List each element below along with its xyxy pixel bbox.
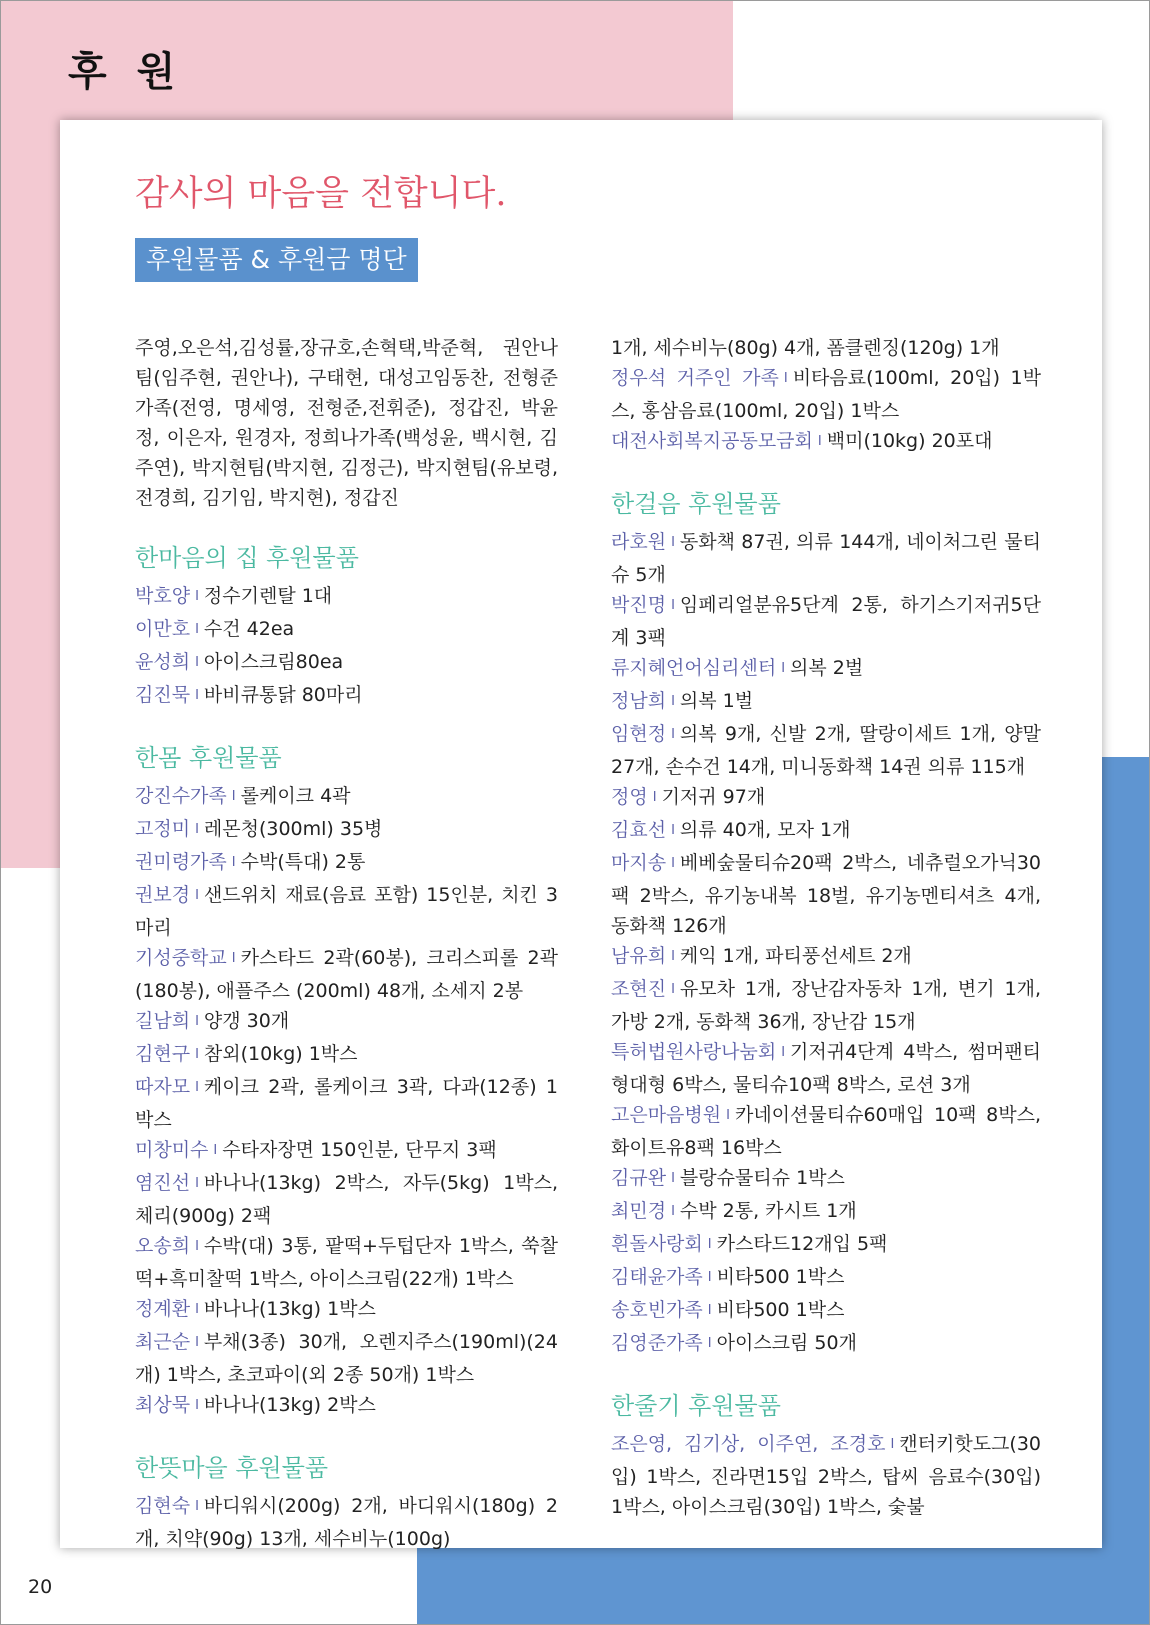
separator-mark: I [195, 1014, 199, 1029]
donation-group-title: 한마음의 집 후원물품 [135, 544, 359, 572]
donor-entry [135, 1491, 558, 1554]
donor-entry [135, 614, 558, 647]
page-heading: 감사의 마음을 전합니다. [135, 174, 507, 214]
page-number: 20 [28, 1576, 53, 1598]
donor-entry [135, 1231, 558, 1294]
separator-mark: I [195, 1302, 199, 1317]
separator-mark: I [726, 1108, 730, 1123]
separator-mark: I [671, 1204, 675, 1219]
donor-name: 박호양 [135, 585, 191, 607]
separator-mark: I [671, 823, 675, 838]
content-card [60, 120, 1102, 1548]
donated-items: 임페리얼분유5단계 2통, 하기스기저귀5단계 3팩 [611, 594, 1041, 649]
donor-entry [611, 1229, 1041, 1262]
donated-items: 의류 40개, 모자 1개 [679, 819, 851, 841]
donor-name: 마지송 [611, 852, 667, 874]
separator-mark: I [707, 1303, 712, 1318]
donor-entry [611, 1100, 1041, 1163]
donated-items: 아이스크림 50개 [716, 1332, 857, 1354]
donated-items: 비타500 1박스 [716, 1266, 845, 1288]
donated-items: 의복 1벌 [679, 690, 754, 712]
donor-entry [135, 1006, 558, 1039]
donated-items: 바나나(13kg) 2박스, 자두(5kg) 1박스, 체리(900g) 2팩 [135, 1172, 558, 1227]
separator-mark: I [781, 661, 786, 676]
donor-entry [611, 1163, 1041, 1196]
donated-items: 부채(3종) 30개, 오렌지주스(190ml)(24개) 1박스, 초코파이(외 2종 50개) 1박스 [135, 1331, 558, 1386]
donor-entry [611, 426, 1041, 459]
donor-name: 김영준가족 [611, 1332, 703, 1354]
donor-entry [611, 1328, 1041, 1361]
separator-mark: I [195, 1398, 199, 1413]
continued-paragraph: 1개, 세수비누(80g) 4개, 폼클렌징(120g) 1개 [611, 337, 1000, 359]
donor-entry [135, 1390, 558, 1423]
donated-items: 수건 42ea [203, 618, 295, 640]
separator-mark: I [671, 856, 675, 871]
separator-mark: I [652, 790, 657, 805]
donation-group-title: 한뜻마을 후원물품 [135, 1454, 329, 1482]
donor-name: 고은마음병원 [611, 1104, 722, 1126]
donated-items: 케익 1개, 파티풍선세트 2개 [679, 945, 912, 967]
donated-items: 샌드위치 재료(음료 포함) 15인분, 치킨 3마리 [135, 884, 558, 939]
donor-name: 김현숙 [135, 1495, 191, 1517]
separator-mark: I [671, 982, 675, 997]
donated-items: 바나나(13kg) 1박스 [203, 1298, 376, 1320]
donated-items: 바비큐통닭 80마리 [203, 684, 363, 706]
separator-mark: I [231, 951, 236, 966]
donor-name: 윤성희 [135, 651, 191, 673]
donor-name: 이만호 [135, 618, 191, 640]
donor-name: 송호빈가족 [611, 1299, 703, 1321]
donor-name: 흰돌사랑회 [611, 1233, 703, 1255]
donated-items: 비타음료(100ml, 20입) 1박스, 홍삼음료(100ml, 20입) 1박스 [611, 367, 1041, 422]
donated-items: 카네이션물티슈60매입 10팩 8박스, 화이트유8팩 16박스 [611, 1104, 1041, 1159]
separator-mark: I [195, 1335, 199, 1350]
donor-name: 김진묵 [135, 684, 191, 706]
donor-name: 남유희 [611, 945, 667, 967]
donated-items: 바디워시(200g) 2개, 바디워시(180g) 2개, 치약(90g) 13개, 세수비누(100g) [135, 1495, 558, 1550]
donor-name: 따자모 [135, 1076, 191, 1098]
donor-name: 최근순 [135, 1331, 191, 1353]
separator-mark: I [195, 688, 199, 703]
separator-mark: I [783, 371, 788, 386]
donor-entry [611, 974, 1041, 1037]
donor-name: 조은영, 김기상, 이주연, 조경호 [611, 1433, 886, 1455]
donated-items: 아이스크림80ea [203, 651, 344, 673]
separator-mark: I [231, 789, 236, 804]
donated-items: 수박(특대) 2통 [240, 851, 366, 873]
separator-mark: I [817, 434, 822, 449]
donor-name: 강진수가족 [135, 785, 227, 807]
donor-name: 박진명 [611, 594, 667, 616]
donor-entry [611, 782, 1041, 815]
donated-items: 의복 9개, 신발 2개, 딸랑이세트 1개, 양말 27개, 손수건 14개, 미니동화책 14권 의류 115개 [611, 723, 1041, 778]
donor-entry [611, 815, 1041, 848]
separator-mark: I [707, 1270, 712, 1285]
separator-mark: I [195, 1047, 199, 1062]
separator-mark: I [195, 622, 199, 637]
separator-mark: I [707, 1336, 712, 1351]
separator-mark: I [195, 888, 199, 903]
separator-mark: I [671, 949, 675, 964]
donated-items: 유모차 1개, 장난감자동차 1개, 변기 1개, 가방 2개, 동화책 36개, 장난감 15개 [611, 978, 1041, 1033]
separator-mark: I [671, 535, 675, 550]
donated-items: 레몬청(300ml) 35병 [203, 818, 383, 840]
separator-mark: I [671, 1171, 675, 1186]
donor-entry [611, 527, 1041, 590]
donated-items: 백미(10kg) 20포대 [826, 430, 993, 452]
separator-mark: I [707, 1237, 712, 1252]
donation-group-title: 한몸 후원물품 [135, 744, 282, 772]
donated-items: 수박(대) 3통, 팥떡+두텁단자 1박스, 쑥찰떡+흑미찰떡 1박스, 아이스크림(22개) 1박스 [135, 1235, 558, 1290]
separator-mark: I [671, 694, 675, 709]
donor-entry [611, 1429, 1041, 1522]
donation-group-title: 한줄기 후원물품 [611, 1392, 781, 1420]
donor-entry [135, 1135, 558, 1168]
donor-name: 길남희 [135, 1010, 191, 1032]
donated-items: 바나나(13kg) 2박스 [203, 1394, 376, 1416]
donor-entry [135, 847, 558, 880]
donor-entry [135, 1072, 558, 1135]
donor-entry [611, 363, 1041, 426]
donor-entry [611, 941, 1041, 974]
donor-name: 정영 [611, 786, 648, 808]
donor-name: 최상묵 [135, 1394, 191, 1416]
donor-entry [611, 719, 1041, 782]
donor-entry [611, 848, 1041, 941]
donor-name: 기성중학교 [135, 947, 227, 969]
donated-items: 롤케이크 4곽 [240, 785, 351, 807]
donor-name: 최민경 [611, 1200, 667, 1222]
donor-name: 오송희 [135, 1235, 191, 1257]
donor-name: 정계환 [135, 1298, 191, 1320]
donor-name: 조현진 [611, 978, 667, 1000]
donated-items: 정수기렌탈 1대 [203, 585, 333, 607]
donor-entry [135, 581, 558, 614]
separator-mark: I [195, 1499, 199, 1514]
donated-items: 의복 2벌 [790, 657, 864, 679]
donor-entry [135, 943, 558, 1006]
donor-entry [611, 686, 1041, 719]
donor-name: 정우석 거주인 가족 [611, 367, 779, 389]
separator-mark: I [890, 1437, 895, 1452]
donated-items: 양갱 30개 [203, 1010, 290, 1032]
donated-items: 기저귀4단계 4박스, 썸머팬티형대형 6박스, 물티슈10팩 8박스, 로션 3개 [611, 1041, 1041, 1096]
donor-entry [135, 1168, 558, 1231]
separator-mark: I [195, 822, 199, 837]
separator-mark: I [195, 1176, 199, 1191]
donor-entry [135, 647, 558, 680]
donated-items: 동화책 87권, 의류 144개, 네이처그린 물티슈 5개 [611, 531, 1041, 586]
donor-name: 김현구 [135, 1043, 191, 1065]
donor-name: 특허법원사랑나눔회 [611, 1041, 777, 1063]
donor-name: 김태윤가족 [611, 1266, 703, 1288]
separator-mark: I [195, 655, 199, 670]
donor-name: 대전사회복지공동모금회 [611, 430, 813, 452]
donor-name: 류지혜언어심리센터 [611, 657, 777, 679]
donor-name: 임현정 [611, 723, 667, 745]
donated-items: 카스타드12개입 5팩 [716, 1233, 888, 1255]
donor-name: 정남희 [611, 690, 667, 712]
donor-entry [611, 590, 1041, 653]
donor-name: 권보경 [135, 884, 191, 906]
donated-items: 수박 2통, 카시트 1개 [679, 1200, 857, 1222]
donated-items: 기저귀 97개 [661, 786, 766, 808]
donor-entry [611, 1037, 1041, 1100]
separator-mark: I [671, 598, 675, 613]
separator-mark: I [195, 1239, 199, 1254]
separator-mark: I [671, 727, 675, 742]
separator-mark: I [231, 855, 236, 870]
donor-entry [135, 1039, 558, 1072]
donor-name: 권미령가족 [135, 851, 227, 873]
separator-mark: I [213, 1143, 218, 1158]
donated-items: 카스타드 2곽(60봉), 크리스피롤 2곽(180봉), 애플주스 (200ml) 48개, 소세지 2봉 [135, 947, 558, 1002]
intro-paragraph: 주영,오은석,김성률,장규호,손혁택,박준혁, 권안나팀(임주현, 권안나), 구태현, 대성고임동찬, 전형준가족(전영, 명세영, 전형준,전휘준), 정갑진, 박윤정, 이은자, 원경자, 정희나가족(백성윤, 백시현, 김주연), 박지현팀(박지현, 김정근), 박지현팀(유보령, 전경희, 김기임, 박지현), 정갑진 [135, 337, 558, 509]
donor-entry [135, 814, 558, 847]
separator-mark: I [781, 1045, 786, 1060]
donor-entry [135, 880, 558, 943]
donor-entry [135, 781, 558, 814]
separator-mark: I [195, 1080, 199, 1095]
donated-items: 케이크 2곽, 롤케이크 3곽, 다과(12종) 1박스 [135, 1076, 558, 1131]
donor-name: 김규완 [611, 1167, 667, 1189]
donation-group-title: 한걸음 후원물품 [611, 490, 781, 518]
donated-items: 캔터키핫도그(30입) 1박스, 진라면15입 2박스, 탑씨 음료수(30입) 1박스, 아이스크림(30입) 1박스, 숯불 [611, 1433, 1041, 1518]
donor-entry [611, 653, 1041, 686]
donor-name: 라호원 [611, 531, 667, 553]
donor-name: 염진선 [135, 1172, 191, 1194]
section-tag: 후 원 [68, 49, 184, 95]
donor-name: 김효선 [611, 819, 667, 841]
donor-entry [135, 1327, 558, 1390]
donor-entry [611, 1196, 1041, 1229]
donated-items: 참외(10kg) 1박스 [203, 1043, 358, 1065]
right-column [611, 333, 1041, 1522]
donor-entry [611, 1262, 1041, 1295]
donor-name: 미창미수 [135, 1139, 209, 1161]
donor-entry [611, 1295, 1041, 1328]
separator-mark: I [195, 589, 199, 604]
donor-list-label: 후원물품 & 후원금 명단 [135, 238, 418, 282]
donated-items: 베베숲물티슈20팩 2박스, 네츄럴오가닉30팩 2박스, 유기농내복 18벌, 유기농멘티셔츠 4개, 동화책 126개 [611, 852, 1041, 937]
donated-items: 수타자장면 150인분, 단무지 3팩 [222, 1139, 497, 1161]
donor-entry [135, 1294, 558, 1327]
donated-items: 비타500 1박스 [716, 1299, 845, 1321]
donor-entry [135, 680, 558, 713]
left-column [135, 333, 558, 1554]
donated-items: 블랑슈물티슈 1박스 [679, 1167, 845, 1189]
donor-name: 고정미 [135, 818, 191, 840]
